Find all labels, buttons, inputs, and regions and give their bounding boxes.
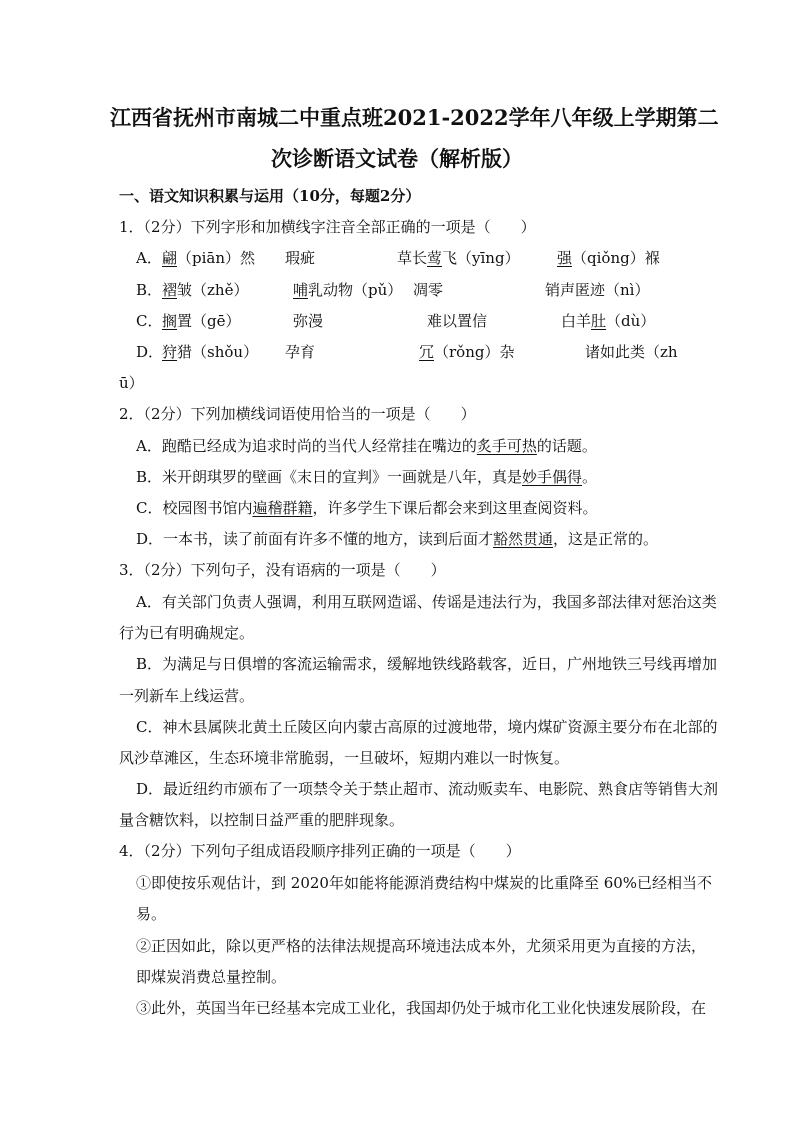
q4-sentence1-line2: 易。 [136,905,167,923]
q4-sentence1-line1: ①即使按乐观估计，到 2020年如能将能源消费结构中煤炭的比重降至 60%已经相当不 [136,874,713,892]
q3-option-b-line2: 一列新车上线运营。 [119,687,255,705]
option-label: C． [136,312,163,330]
option-b-item3: 凋零 [413,281,444,299]
q4-sentence3-line1: ③此外，英国当年已经基本完成工业化，我国却仍处于城市化工业化快速发展阶段，在 [136,999,707,1017]
q4-sentence2-line1: ②正因如此，除以更严格的法律法规提高环境违法成本外，尤须采用更为直接的方法， [136,937,707,955]
q3-option-c-line1: C．神木县属陕北黄土丘陵区向内蒙古高原的过渡地带，境内煤矿资源主要分布在北部的 [136,718,718,736]
q3-option-a-line2: 行为已有明确规定。 [119,624,255,642]
option-a-item3: 草长莺飞（yīng） [397,249,520,267]
q2-option-a: A．跑酷已经成为追求时尚的当代人经常挂在嘴边的炙手可热的话题。 [136,437,597,455]
option-d-item1: 狩猎（shǒu） [162,343,259,361]
q4-sentence2-line2: 即煤炭消费总量控制。 [136,968,287,986]
option-b-item1: 褶皱（zhě） [162,281,249,299]
option-c-item1: 搁置（gē） [162,312,241,330]
q3-option-a-line1: A．有关部门负责人强调，利用互联网造谣、传谣是违法行为，我国多部法律对惩治这类 [136,593,717,611]
option-d-item3: 冗（rǒng）杂 [419,343,515,361]
document-title-line1: 江西省抚州市南城二中重点班2021-2022学年八年级上学期第二 [110,105,719,130]
option-c-item4: 白羊肚（dù） [561,312,656,330]
q3-stem: 3．（2分）下列句子，没有语病的一项是（ ） [119,561,446,579]
option-a-item2: 瑕疵 [285,249,316,267]
option-b-item4: 销声匿迹（nì） [545,281,650,299]
option-label: A． [136,249,162,267]
q1-stem: 1．（2分）下列字形和加横线字注音全部正确的一项是（ ） [119,218,536,236]
option-a-item1: 翩（piān）然 [162,249,256,267]
q1-option-d-wrap: ū） [119,374,144,392]
section-heading: 一、语文知识积累与运用（10分，每题2分） [119,187,421,205]
q3-option-d-line1: D．最近纽约市颁布了一项禁令关于禁止超市、流动贩卖车、电影院、熟食店等销售大剂 [136,780,719,798]
q3-option-b-line1: B．为满足与日俱增的客流运输需求，缓解地铁线路载客，近日，广州地铁三号线再增加 [136,655,718,673]
q2-option-b: B．米开朗琪罗的壁画《末日的宣判》一画就是八年，真是妙手偶得。 [136,468,598,486]
option-d-item4: 诸如此类（zh [585,343,678,361]
option-label: B． [136,281,163,299]
q2-stem: 2．（2分）下列加横线词语使用恰当的一项是（ ） [119,405,476,423]
q4-stem: 4．（2分）下列句子组成语段顺序排列正确的一项是（ ） [119,842,521,860]
q3-option-d-line2: 量含糖饮料，以控制日益严重的肥胖现象。 [119,811,405,829]
option-b-item2: 哺乳动物（pǔ） [293,281,403,299]
option-c-item2: 弥漫 [293,312,324,330]
q3-option-c-line2: 风沙草滩区，生态环境非常脆弱，一旦破坏，短期内难以一时恢复。 [119,749,570,767]
option-c-item3: 难以置信 [427,312,488,330]
option-label: D． [136,343,164,361]
q2-option-d: D．一本书，读了前面有许多不懂的地方，读到后面才豁然贯通，这是正常的。 [136,530,659,548]
option-d-item2: 孕育 [285,343,316,361]
q2-option-c: C．校园图书馆内遍稽群籍，许多学生下课后都会来到这里查阅资料。 [136,499,598,517]
option-a-item4: 强（qiǒng）褓 [557,249,660,267]
document-title-line2: 次诊断语文试卷（解析版） [271,146,523,171]
